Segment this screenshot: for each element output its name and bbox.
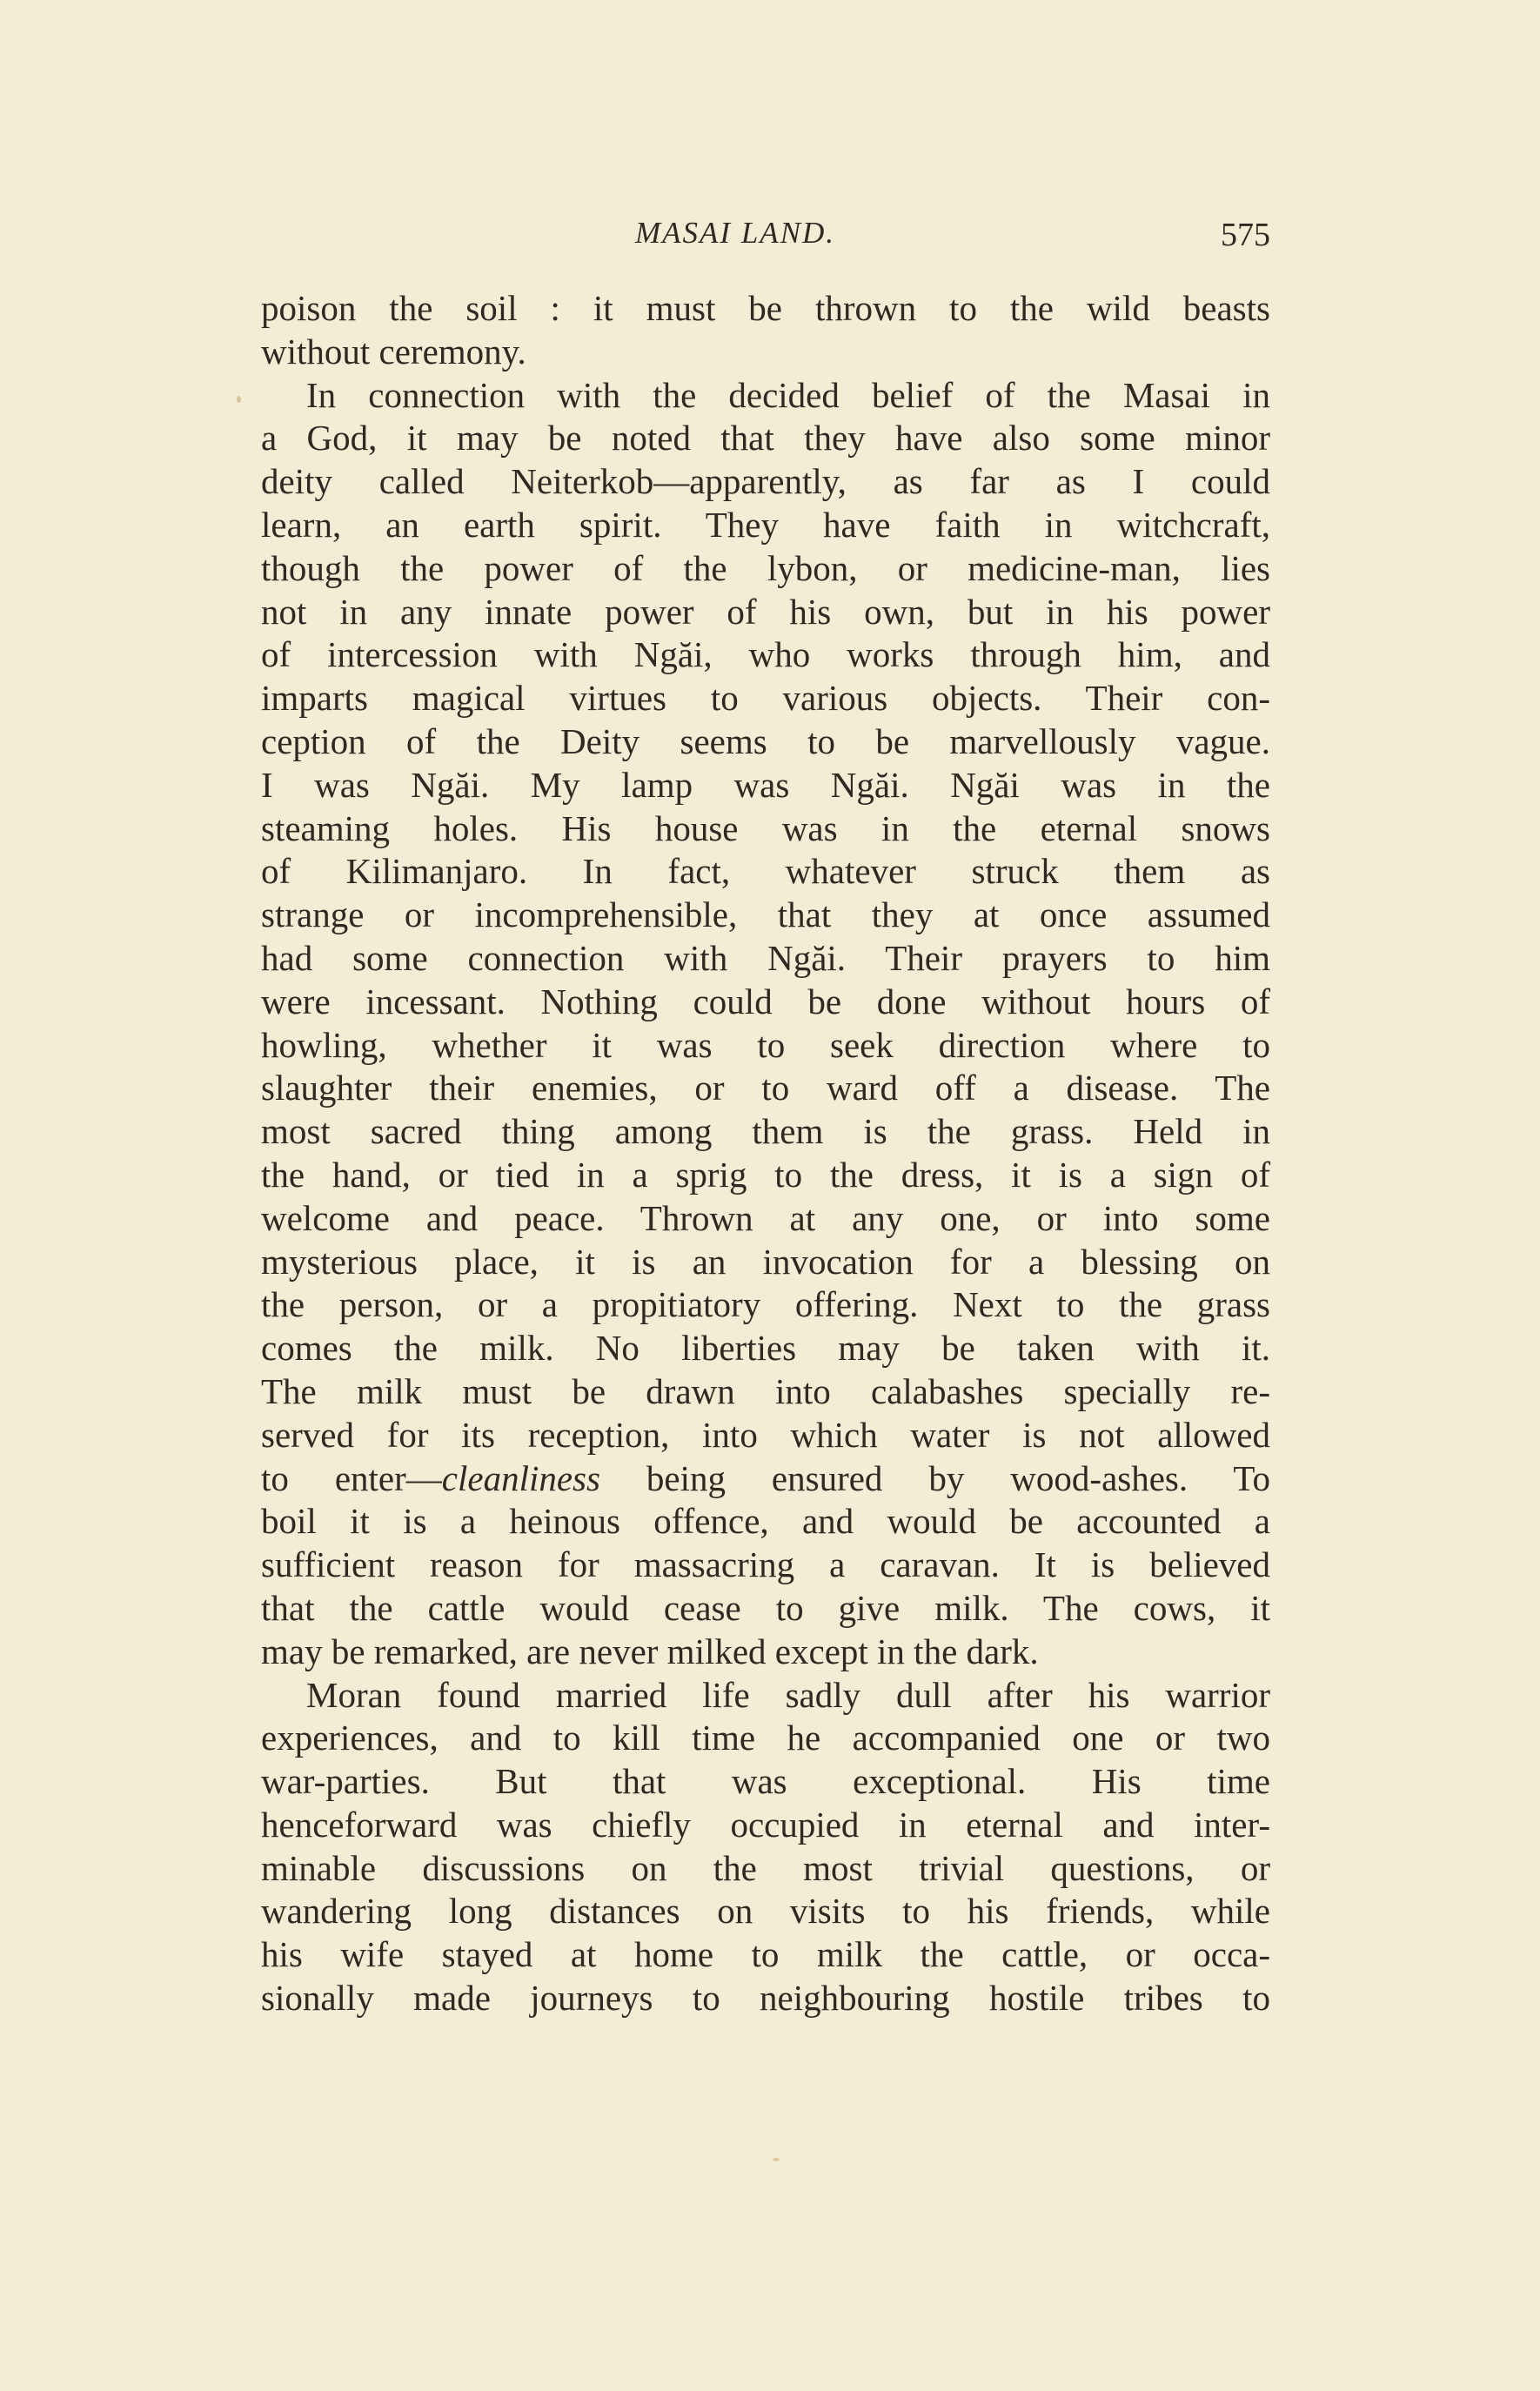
text-line: though the power of the lybon, or medicine-man, lies (261, 547, 1270, 588)
text-line: I was Ngăi. My lamp was Ngăi. Ngăi was in the (261, 764, 1270, 805)
running-head (261, 216, 1270, 259)
text-line: his wife stayed at home to milk the cattle, or occa- (261, 1934, 1270, 1975)
text-line-with-emphasis (261, 1457, 1270, 1501)
text-line: slaughter their enemies, or to ward off a disease. The (261, 1068, 1270, 1108)
text-line: henceforward was chiefly occupied in eternal and inter- (261, 1804, 1270, 1845)
text-line: were incessant. Nothing could be done without hours of (261, 981, 1270, 1021)
text-line: poison the soil : it must be thrown to the wild beasts (261, 288, 1270, 328)
text-line: had some connection with Ngăi. Their prayers to him (261, 937, 1270, 978)
text-line: that the cattle would cease to give milk. The cows, it (261, 1587, 1270, 1628)
text-line: howling, whether it was to seek direction where to (261, 1024, 1270, 1065)
line-28-after: being ensured by wood-ashes. To (599, 1457, 1270, 1498)
text-line: a God, it may be noted that they have also some minor (261, 418, 1270, 459)
text-line: In connection with the decided belief of the Masai in (306, 374, 1270, 415)
text-line: learn, an earth spirit. They have faith in witchcraft, (261, 504, 1270, 545)
text-line: most sacred thing among them is the grass. Held in (261, 1111, 1270, 1152)
text-line: the person, or a propitiatory offering. Next to the grass (261, 1284, 1270, 1325)
text-line: steaming holes. His house was in the eternal snows (261, 807, 1270, 848)
text-line: ception of the Deity seems to be marvellously vague. (261, 720, 1270, 761)
page-number: 575 (1221, 217, 1270, 253)
text-line: not in any innate power of his own, but in his power (261, 591, 1270, 632)
margin-mark (237, 396, 241, 403)
text-line: comes the milk. No liberties may be taken with it. (261, 1328, 1270, 1369)
paper-smudge (773, 2158, 780, 2161)
text-line: mysterious place, it is an invocation for a blessing on (261, 1241, 1270, 1282)
text-line: welcome and peace. Thrown at any one, or into some (261, 1197, 1270, 1238)
text-line: of Kilimanjaro. In fact, whatever struck them as (261, 851, 1270, 892)
text-line: served for its reception, into which water is not allowed (261, 1414, 1270, 1455)
text-line: may be remarked, are never milked except in the dark. (261, 1631, 1039, 1671)
emphasized-word: cleanliness (441, 1457, 600, 1498)
text-line: war-parties. But that was exceptional. His time (261, 1761, 1270, 1802)
text-line: imparts magical virtues to various objects. Their con- (261, 678, 1270, 719)
text-line: experiences, and to kill time he accompanied one or two (261, 1718, 1270, 1758)
text-line: The milk must be drawn into calabashes specially re- (261, 1370, 1270, 1411)
text-line: wandering long distances on visits to his friends, while (261, 1891, 1270, 1932)
text-line: Moran found married life sadly dull after his warrior (306, 1674, 1270, 1715)
text-line: of intercession with Ngăi, who works through him, and (261, 634, 1270, 675)
text-line: sionally made journeys to neighbouring hostile tribes to (261, 1978, 1270, 2019)
text-line: deity called Neiterkob—apparently, as far as I could (261, 461, 1270, 502)
text-line: boil it is a heinous offence, and would be accounted a (261, 1501, 1270, 1542)
text-line: minable discussions on the most trivial questions, or (261, 1847, 1270, 1888)
running-title: MASAI LAND. (635, 216, 836, 250)
text-line: sufficient reason for massacring a caravan. It is believed (261, 1544, 1270, 1585)
text-line: the hand, or tied in a sprig to the dress, it is a sign of (261, 1154, 1270, 1195)
text-line: without ceremony. (261, 331, 526, 372)
body-text (261, 287, 1270, 2020)
line-28-before: to enter— (261, 1457, 442, 1498)
text-line: strange or incomprehensible, that they at once assumed (261, 894, 1270, 935)
